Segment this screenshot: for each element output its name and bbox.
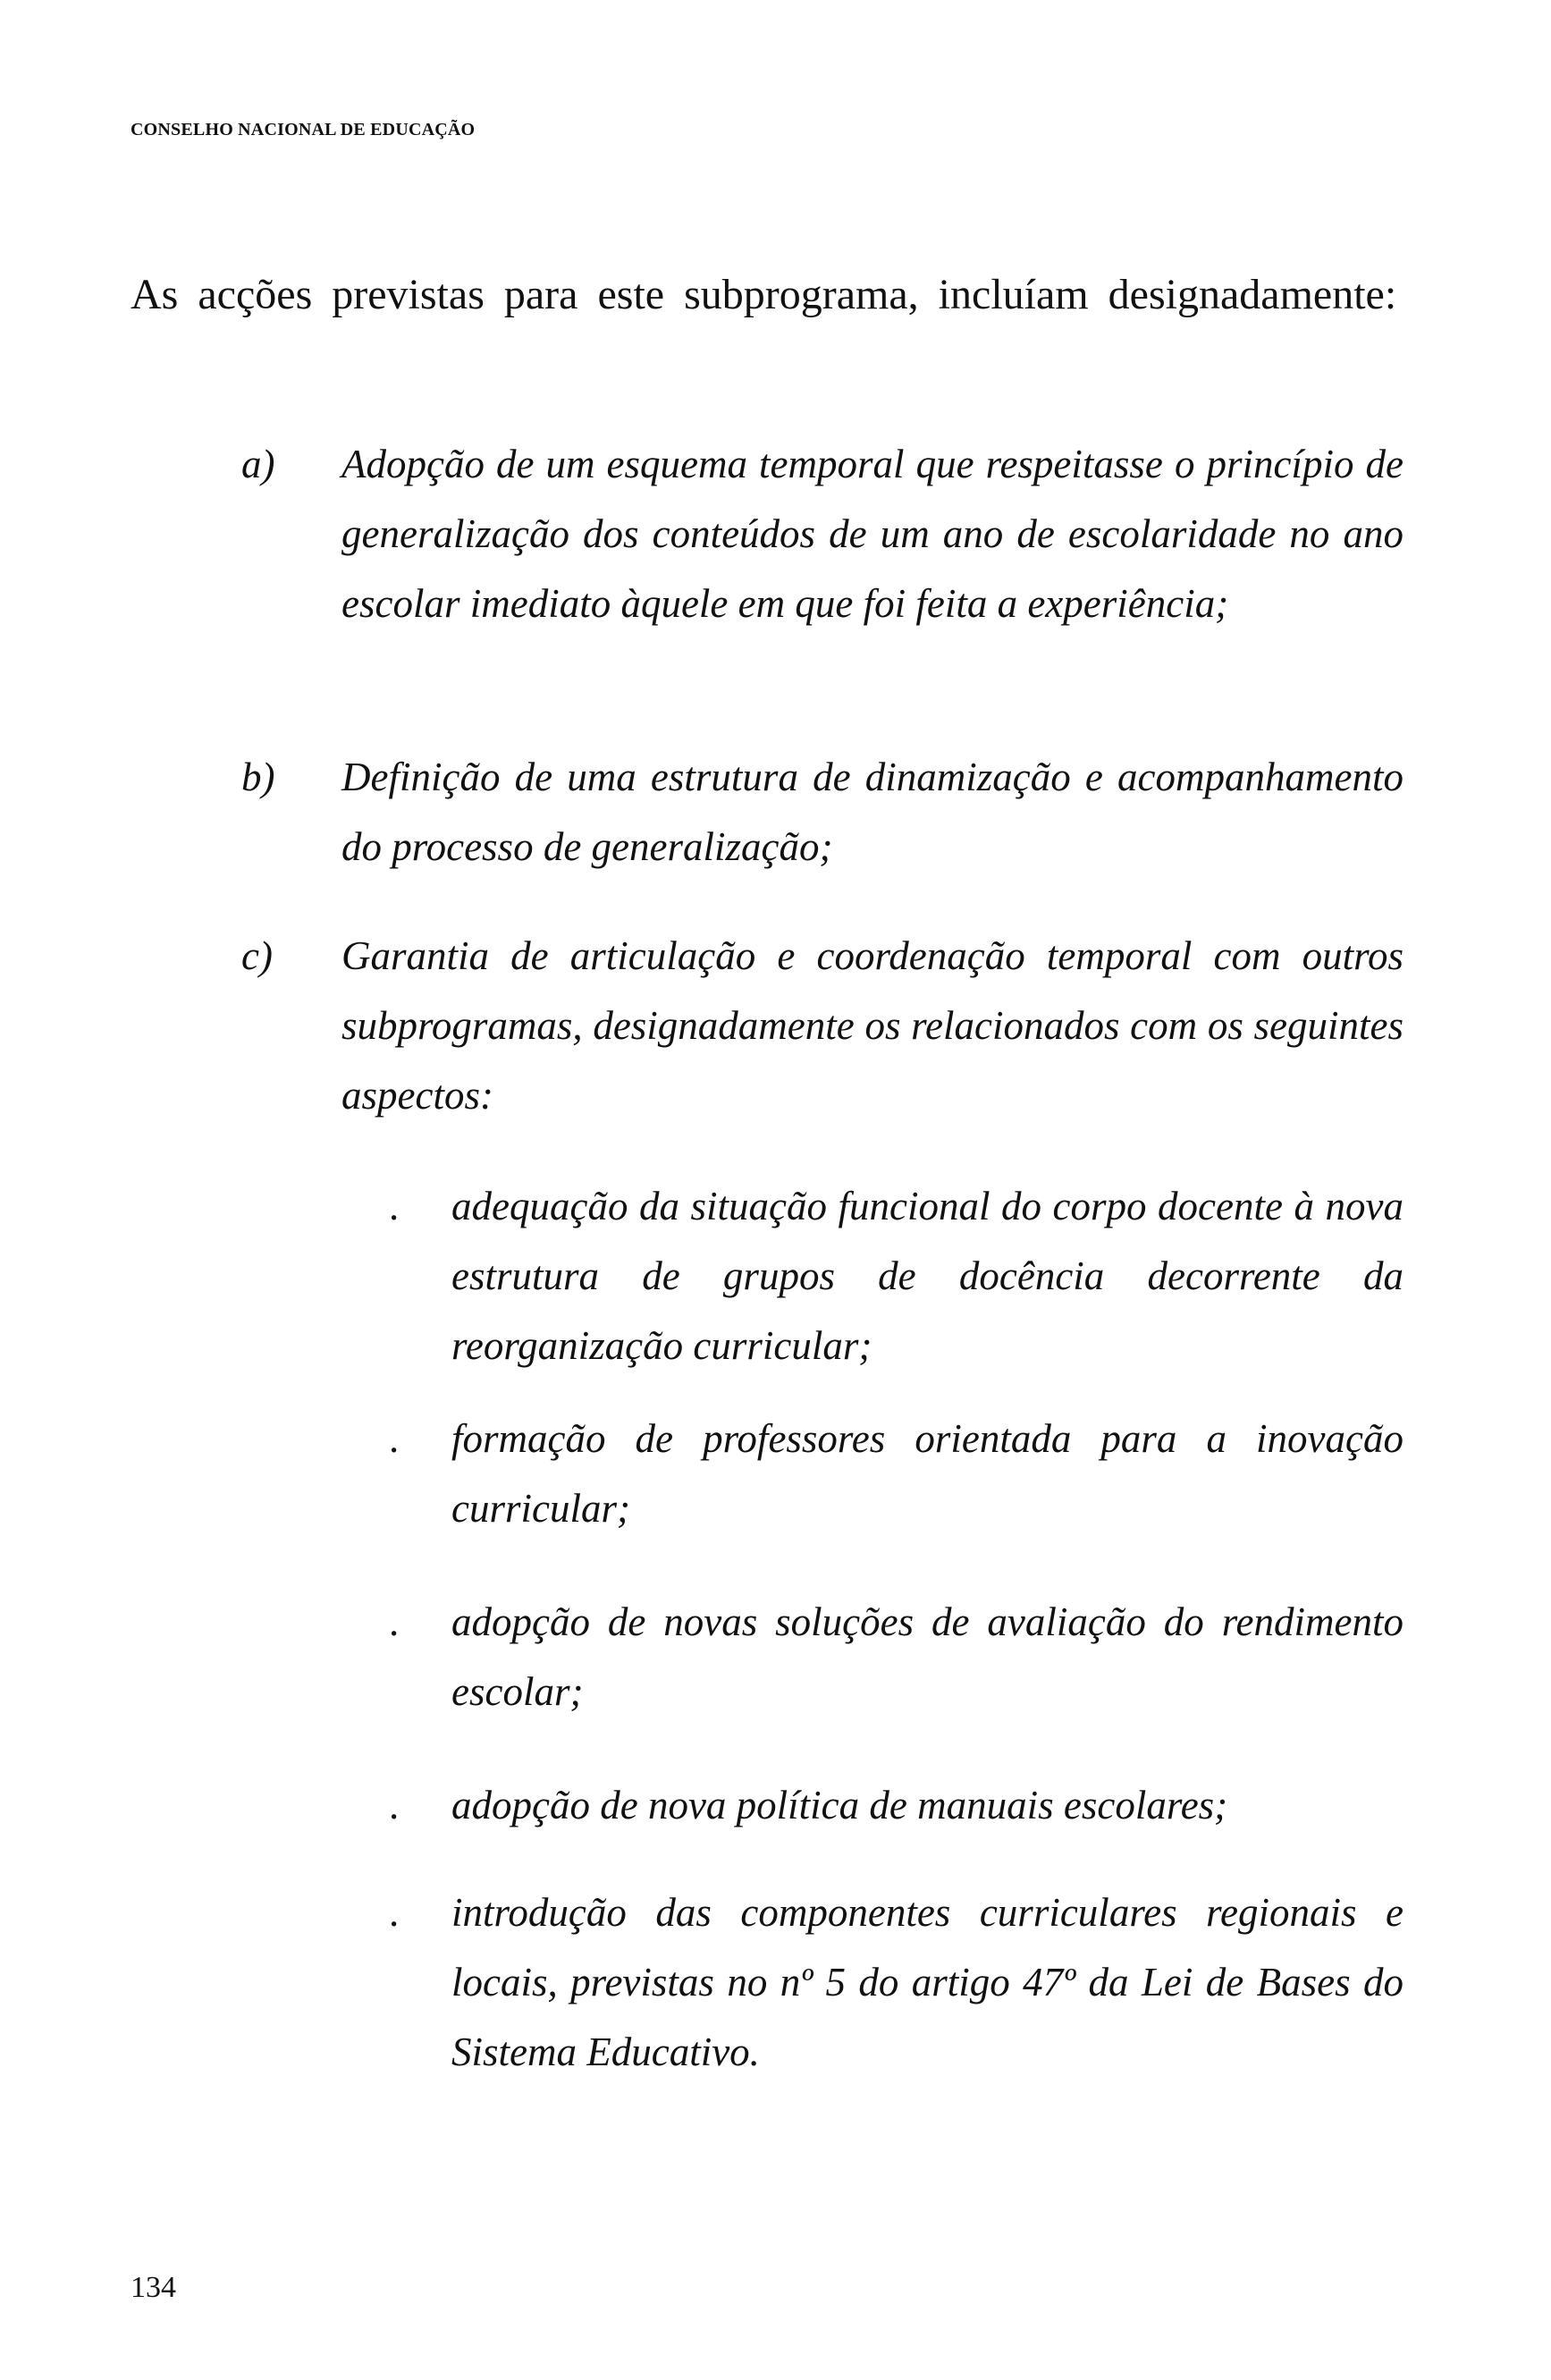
list-item-text: Adopção de um esquema temporal que respeitasse o princípio de generalização dos conteúdos de um ano de escolaridade no ano escolar imediato àquele em que foi feita a experiência; <box>341 442 1403 626</box>
list-marker: c) <box>241 933 273 978</box>
list-item-b <box>241 742 1403 882</box>
list-item-c <box>241 921 1403 1130</box>
aspect-text: introdução das componentes curriculares regionais e locais, previstas no nº 5 do artigo 47º da Lei de Bases do Sistema Educativo. <box>451 1890 1403 2074</box>
aspect-item <box>389 1878 1403 2087</box>
bullet-dot: . <box>389 1416 400 1461</box>
aspect-text: adopção de novas soluções de avaliação do rendimento escolar; <box>451 1599 1403 1714</box>
bullet-dot: . <box>389 1890 400 1935</box>
list-marker: b) <box>241 755 275 799</box>
list-item-text: Garantia de articulação e coordenação temporal com outros subprogramas, designadamente os relacionados com os seguintes aspectos: <box>341 933 1403 1118</box>
aspect-text: adopção de nova política de manuais escolares; <box>451 1783 1228 1827</box>
aspect-item <box>389 1770 1403 1840</box>
aspect-item <box>389 1404 1403 1543</box>
bullet-dot: . <box>389 1184 400 1228</box>
aspect-item <box>389 1587 1403 1726</box>
page-number: 134 <box>131 2271 176 2304</box>
bullet-dot: . <box>389 1599 400 1644</box>
aspect-text: formação de professores orientada para a inovação curricular; <box>451 1416 1403 1531</box>
intro-paragraph: As acções previstas para este subprograma, incluíam designadamente: <box>131 271 1397 318</box>
aspect-item <box>389 1171 1403 1380</box>
list-item-text: Definição de uma estrutura de dinamização e acompanhamento do processo de generalização; <box>341 755 1403 869</box>
running-header: CONSELHO NACIONAL DE EDUCAÇÃO <box>131 120 476 139</box>
bullet-dot: . <box>389 1783 400 1827</box>
aspect-text: adequação da situação funcional do corpo docente à nova estrutura de grupos de docência decorrente da reorganização curricular; <box>451 1184 1403 1368</box>
list-item-a <box>241 429 1403 638</box>
list-marker: a) <box>241 442 275 486</box>
